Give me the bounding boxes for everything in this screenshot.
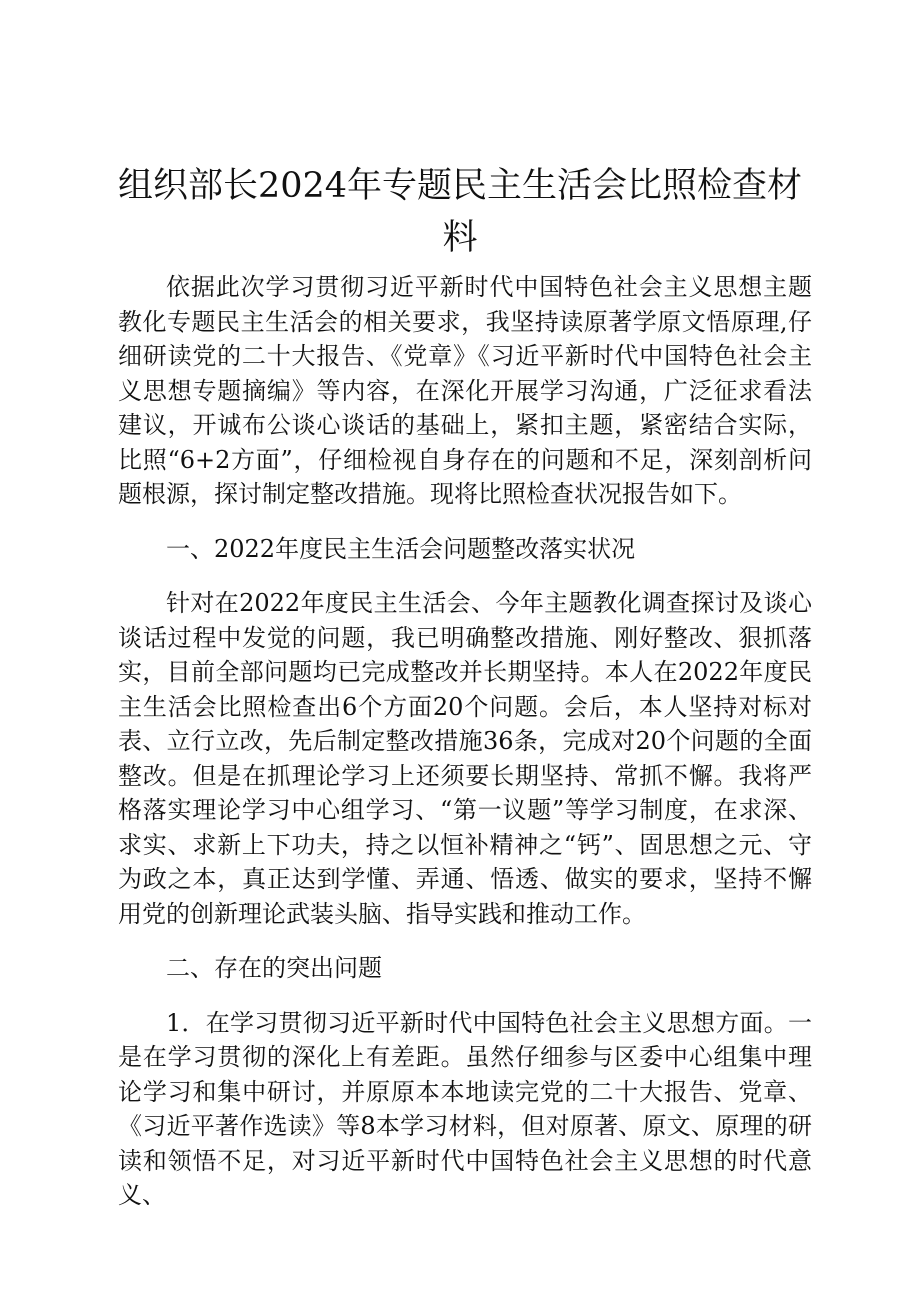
- intro-paragraph: 依据此次学习贯彻习近平新时代中国特色社会主义思想主题教化专题民主生活会的相关要求，我坚持读原著学原文悟原理,仔细研读党的二十大报告、《党章》《习近平新时代中国特色社会主义思想专题摘编》等内容，在深化开展学习沟通，广泛征求看法建议，开诚布公谈心谈话的基础上，紧扣主题，紧密结合实际，比照“6+2方面”，仔细检视自身存在的问题和不足，深刻剖析问题根源，探讨制定整改措施。现将比照检查状况报告如下。: [118, 273, 812, 508]
- section-1-paragraph: 针对在2022年度民主生活会、今年主题教化调查探讨及谈心谈话过程中发觉的问题，我已明确整改措施、刚好整改、狠抓落实，目前全部问题均已完成整改并长期坚持。本人在2022年度民主生活会比照检查出6个方面20个问题。会后，本人坚持对标对表、立行立改，先后制定整改措施36条，完成对20个问题的全面整改。但是在抓理论学习上还须要长期坚持、常抓不懈。我将严格落实理论学习中心组学习、“第一议题”等学习制度，在求深、求实、求新上下功夫，持之以恒补精神之“钙”、固思想之元、守为政之本，真正达到学懂、弄通、悟透、做实的要求，坚持不懈用党的创新理论武装头脑、指导实践和推动工作。: [118, 589, 812, 928]
- document-body: [118, 270, 812, 1213]
- paragraph-gap: [118, 512, 812, 532]
- section-heading-2: 二、存在的突出问题: [166, 954, 382, 982]
- document-title: 组织部长2024年专题民主生活会比照检查材料: [117, 166, 803, 258]
- paragraph-gap: [118, 566, 812, 586]
- paragraph-gap: [118, 931, 812, 951]
- section-2-paragraph: 1．在学习贯彻习近平新时代中国特色社会主义思想方面。一是在学习贯彻的深化上有差距。虽然仔细参与区委中心组集中理论学习和集中研讨，并原原本本地读完党的二十大报告、党章、《习近平著作选读》等8本学习材料，但对原著、原文、原理的研读和领悟不足，对习近平新时代中国特色社会主义思想的时代意义、: [118, 1008, 812, 1209]
- paragraph-gap: [118, 986, 812, 1006]
- section-heading-1: 一、2022年度民主生活会问题整改落实状况: [166, 534, 636, 563]
